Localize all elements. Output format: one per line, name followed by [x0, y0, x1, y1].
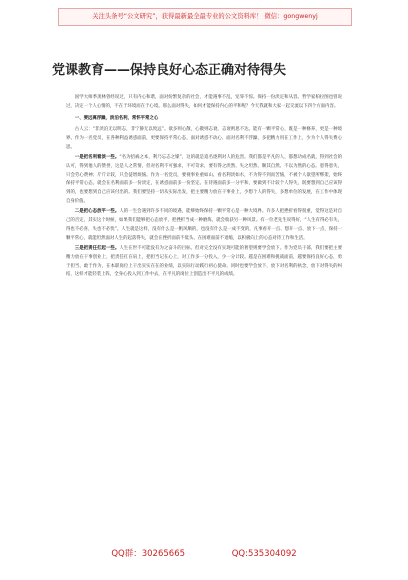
paragraph-lead: 三是把责任扛起一些。: [74, 246, 120, 252]
body-paragraph: 三是把责任扛起一些。人生在世不可能没有为之奋斗的目标，但对完全没有实现可能的奢望则要学会放下。作为党员干部，我们要把主要精力放在干事创业上，把责任扛在肩上，把担当记在心上，对工作多一分投入，少一分计较。越是在困难和挑战面前，越要保持良好心态，勇于担当、敢于作为，在本职岗位上干出实实在在的业绩，以实际行动践行初心使命。同时也要学会放下，放下对名利的执念，放下对得失的纠结，这样才能轻装上阵，全身心投入到工作中去，在平凡的岗位上创造出不平凡的成绩。: [66, 246, 342, 278]
document-body: [66, 94, 342, 536]
body-paragraph: 一是把名利看淡一些。“名为招祸之本，利乃忘志之媒”，这的就是追名逐利对人的危害。我们都是平凡的人，都想功成名就，得到社会的认可，得到他人的赞誉，这是人之常情，但对名利不可强求，不可苛求，要有得之淡然、失之坦然、顺其自然、不以为然的心态。患得患失，只会劳心费神；斤斤计较，只会徒增烦恼。作为一名党员，要视事业重如山、看名利淡如水，不为得不到而苦恼，不被个人欲望所绑架，始终保持平常心态，就会在名利面前多一份淡定，在诱惑面前多一份坚定。在待遇面前多一分平和，要做到不计较个人得失，既要想到自己应该得到的，也要想到自己应该付出的。我们要坚持一切从实际出发，把主要精力放在干事业上，少想个人的得失，多想单位的发展，在工作中体现自身价值。: [66, 155, 342, 204]
page-title: 党课教育——保持良好心态正确对待得失: [52, 63, 287, 78]
paragraph-lead: 一是把名利看淡一些。: [74, 155, 120, 161]
body-paragraph: 二是把心态放平一些。人的一生会遇到许多不同的境遇，能够始终保持一颗平常心是一种大境界。许多人把挫折看得很重，觉得这是对自己的否定，其实这个时候，如果我们能够把心态放平，把挫折当成一种磨炼，就会收获另一种风景。有一位老先生说得好，“人生有得必有失，得也不必喜，失也不必忧”。人生就是这样，没有什么是一帆风顺的，也没有什么是一成不变的，凡事看开一点、想开一点、放下一点，保持一颗平常心，就能坦然面对人生的起落得失，就会在挫折面前不低头、在困难面前不退缩，以积极向上的心态对待工作和生活。: [66, 209, 342, 241]
body-paragraph: 古人云：“非淡泊无以明志，非宁静无以致远”。欲多则心散，心散则志衰，志衰则思不达。能有一颗平常心，既是一种修养，更是一种境界。作为一名党员，在各种利益诱惑面前，更要保持平常心态，面对诱惑不动心、面对名利不浮躁，多把精力用在工作上，少为个人得失费心思。: [66, 127, 342, 150]
qq-contact-text: QQ:535304092: [231, 549, 297, 559]
paragraph-lead: 二是把心态放平一些。: [74, 209, 120, 215]
intro-paragraph: 国学大师季羡林曾经说过，只有内心和谐，面对纷繁复杂的社会，才能遇事不乱，宠辱不惊。保持一份淡定和从容。哲学家柏拉图也曾说过，决定一个人心情的，不在于环境而在于心境。那么面对得失，如何才能保持内心的平和呢？今天我就和大家一起交流以下四个方面内容。: [66, 95, 342, 109]
promo-banner[interactable]: 关注头条号“公文研究”，获得最新最全最专业的公文资料库！ 微信：gongwenyj: [58, 8, 352, 26]
contact-footer: [0, 544, 408, 564]
section-heading: 一、要远离浮躁，淡泊名利，常怀平常之心: [74, 116, 159, 122]
qq-group-text: QQ群：30265665: [111, 549, 186, 559]
